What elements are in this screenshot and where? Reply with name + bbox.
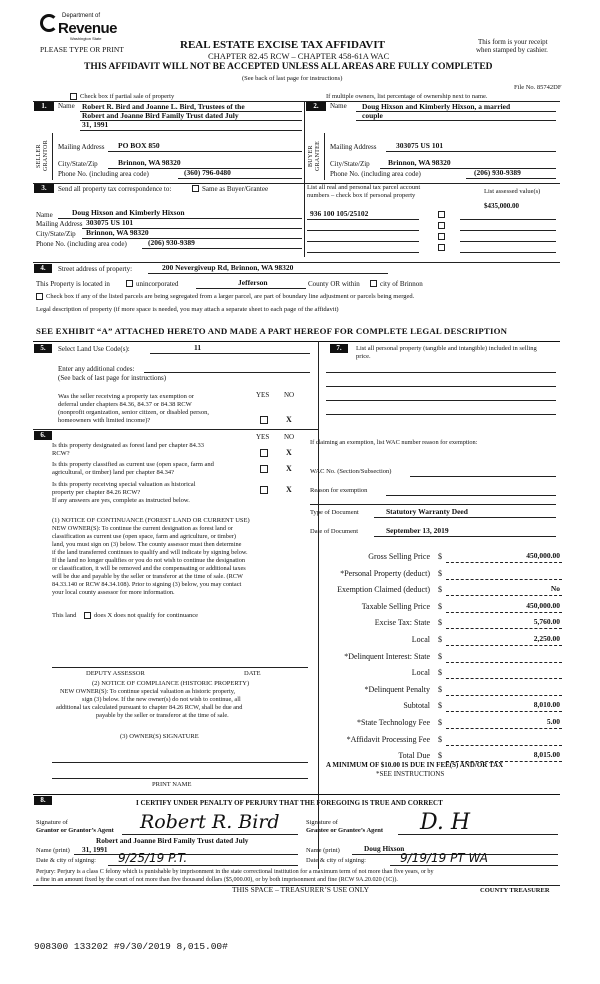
- logo-swoosh-icon: [40, 14, 58, 32]
- buyer-name-line-2: couple: [362, 111, 383, 120]
- rule: [460, 241, 556, 242]
- tax-row-label: *Personal Property (deduct): [340, 568, 430, 578]
- rule: [318, 341, 319, 869]
- notice1-line-9: your local county assessor for more information.: [52, 589, 175, 596]
- section-1-number: 1.: [34, 102, 54, 111]
- tax-row-value: 450,000.00: [526, 551, 560, 560]
- rule: [178, 178, 302, 179]
- tax-row-value: 450,000.00: [526, 600, 560, 610]
- additional-codes-note: (See back of last page for instructions): [58, 374, 167, 382]
- tax-row-dollar: $: [438, 618, 442, 628]
- rule: [326, 386, 556, 387]
- rule: [80, 111, 302, 112]
- tax-row-label: Gross Selling Price: [368, 552, 430, 561]
- rule: [33, 262, 560, 263]
- corr-mailing: 303075 US 101: [86, 218, 134, 227]
- seller-name-line-2: Robert and Joanne Bird Family Trust dated July: [82, 111, 239, 120]
- rule: [310, 504, 556, 505]
- city-of-label: city of Brinnon: [380, 280, 423, 288]
- personal-prop-2: price.: [356, 353, 371, 360]
- tax-row-value: 5,760.00: [533, 617, 560, 627]
- grantee-signature: D. H: [420, 810, 471, 835]
- rule: [108, 865, 298, 866]
- does-not-qualify-label: does X does not qualify for continuance: [94, 612, 198, 619]
- logo-dept-text: Department of: [62, 13, 101, 19]
- rule: [326, 414, 556, 415]
- rule: [380, 168, 556, 169]
- notice2-line-1: NEW OWNER(S): To continue special valuation as historic property,: [60, 688, 236, 695]
- buyer-city-label: City/State/Zip: [330, 160, 370, 168]
- unincorporated-checkbox[interactable]: [126, 280, 133, 287]
- exempt-q-3: (nonprofit organization, senior citizen, or disabled person,: [58, 409, 209, 416]
- rule: [460, 219, 556, 220]
- exempt-no-mark[interactable]: X: [286, 415, 292, 424]
- rule: [398, 834, 558, 835]
- tax-row-dollar: $: [438, 684, 442, 694]
- tax-row-value: 8,010.00: [533, 700, 560, 710]
- historic-q-3: If any answers are yes, complete as instructed below.: [52, 497, 190, 504]
- historic-no-mark[interactable]: X: [286, 485, 292, 494]
- grantor-name-label: Name (print): [36, 847, 70, 854]
- cashier-stamp: 908300 133202 #9/30/2019 8,015.00#: [34, 941, 228, 952]
- grantee-date-city: 9/19/19 PT WA: [400, 851, 488, 865]
- rule: [386, 495, 556, 496]
- tax-row-value: 2,250.00: [533, 634, 560, 643]
- rule: [307, 241, 419, 242]
- county-or-label: County OR within: [308, 280, 360, 288]
- current-use-q-1: Is this property classified as current use (open space, farm and: [52, 461, 214, 468]
- treasurer-space: THIS SPACE – TREASURER’S USE ONLY: [232, 885, 369, 894]
- tax-row-dollar: $: [438, 552, 442, 561]
- corr-name: Doug Hixson and Kimberly Hixson: [72, 208, 185, 217]
- forest-no-mark[interactable]: X: [286, 448, 292, 457]
- grantee-date-label: Date & city of signing:: [306, 857, 366, 864]
- tax-row-dollar: $: [438, 751, 442, 761]
- rule: [386, 151, 556, 152]
- rule: [33, 429, 318, 430]
- tax-row-dollar: $: [438, 601, 442, 611]
- rule: [122, 834, 298, 835]
- tax-row-line: [446, 711, 562, 712]
- rule: [356, 120, 556, 121]
- see-back-note: (See back of last page for instructions): [242, 75, 343, 82]
- located-prefix: This Property is located in: [36, 280, 110, 288]
- tax-row-dollar: $: [438, 734, 442, 744]
- tax-row-value: No: [550, 584, 560, 594]
- buyer-phone: (206) 930-9389: [474, 168, 521, 177]
- rule: [466, 178, 556, 179]
- tax-row-dollar: $: [438, 585, 442, 595]
- tax-row-dollar: $: [438, 568, 442, 578]
- doc-date-label: Date of Document: [310, 528, 359, 535]
- claim-exemption-label: If claiming an exemption, list WAC number reason for exemption:: [310, 439, 478, 446]
- rule: [142, 248, 302, 249]
- parcel-checkbox-4[interactable]: [438, 244, 445, 251]
- multiple-owners-note: If multiple owners, list percentage of ownership next to name.: [326, 93, 488, 100]
- tax-row-line: [446, 678, 562, 679]
- tax-row-label: *State Technology Fee: [356, 718, 430, 727]
- certify-statement: I CERTIFY UNDER PENALTY OF PERJURY THAT THE FOREGOING IS TRUE AND CORRECT: [136, 799, 443, 807]
- receipt-note-2: when stamped by cashier.: [476, 46, 548, 54]
- seller-name-line-1: Robert R. Bird and Joanne L. Bird, Trustees of the: [82, 102, 245, 111]
- rule: [33, 794, 560, 795]
- does-qualify-checkbox[interactable]: [84, 612, 91, 619]
- file-number: File No. 85742DF: [514, 84, 562, 91]
- seller-city: Brinnon, WA 98320: [118, 158, 181, 167]
- rule: [304, 101, 305, 183]
- notice1-title: (1) NOTICE OF CONTINUANCE (FOREST LAND OR CURRENT USE): [52, 517, 250, 524]
- within-city-checkbox[interactable]: [370, 280, 377, 287]
- grantor-print-name-2: 31, 1991: [82, 845, 108, 854]
- tax-row-label: Local: [411, 635, 430, 644]
- please-type: PLEASE TYPE OR PRINT: [40, 45, 124, 54]
- rule: [52, 133, 53, 180]
- send-correspondence-label: Send all property tax correspondence to:: [58, 185, 172, 193]
- deputy-assessor-label: DEPUTY ASSESSOR: [86, 670, 145, 677]
- same-as-buyer-label: Same as Buyer/Grantee: [202, 185, 269, 193]
- rule: [80, 120, 302, 121]
- notice2-line-2: sign (3) below. If the new owner(s) do not wish to continue, all: [82, 696, 241, 703]
- grantee-print-name: Doug Hixson: [364, 844, 405, 853]
- additional-codes-label: Enter any additional codes:: [58, 365, 135, 373]
- land-use-label: Select Land Use Code(s):: [58, 345, 130, 353]
- rule: [52, 762, 308, 763]
- rule: [33, 341, 560, 342]
- buyer-name-label: Name: [330, 102, 347, 110]
- tax-row-value: 8,015.00: [533, 750, 560, 760]
- section5-no-header: NO: [284, 391, 295, 399]
- tax-row-label: Taxable Selling Price: [361, 601, 430, 611]
- current-use-yes-checkbox[interactable]: [260, 465, 268, 473]
- notice1-line-3: land, you must sign on (3) below. The county assessor must then determine: [52, 541, 242, 548]
- buyer-mailing-label: Mailing Address: [330, 143, 377, 151]
- current-use-no-mark[interactable]: X: [286, 464, 292, 473]
- notice2-line-3: additional tax calculated pursuant to chapter 84.26 RCW, shall be due and: [56, 704, 243, 711]
- parcel-header-2: numbers – check box if personal property: [307, 192, 416, 199]
- tax-row-line: [446, 562, 562, 563]
- tax-row-line: [446, 645, 562, 646]
- form-warning: THIS AFFIDAVIT WILL NOT BE ACCEPTED UNLESS ALL AREAS ARE FULLY COMPLETED: [84, 62, 493, 72]
- partial-sale-label: Check box if partial sale of property: [80, 93, 175, 100]
- corr-phone: (206) 930-9389: [148, 238, 195, 247]
- forest-q-1: Is this property designated as forest land per chapter 84.33: [52, 442, 204, 449]
- parcel-number: 936 100 105/25102: [310, 209, 369, 218]
- section-5-number: 5.: [34, 344, 52, 353]
- rule: [356, 111, 556, 112]
- grantor-sig-label-2: Grantor or Grantor’s Agent: [36, 827, 114, 834]
- rule: [324, 133, 325, 180]
- exempt-q-4: homeowners with limited income)?: [58, 417, 151, 424]
- notice1-line-2: classification as current use (open space, farm and agriculture, or timber): [52, 533, 236, 540]
- seller-name-line-3: 31, 1991: [82, 120, 109, 129]
- section6-yes-header: YES: [256, 433, 270, 441]
- street-label: Street address of property:: [58, 265, 133, 273]
- rule: [307, 219, 419, 220]
- logo-state-text: Washington State: [70, 36, 102, 41]
- tax-row-line: [446, 612, 562, 613]
- grantor-sig-label-1: Signature of: [36, 819, 68, 826]
- grantor-date-label: Date & city of signing:: [36, 857, 96, 864]
- assessor-date-label: DATE: [244, 670, 261, 677]
- forest-q-2: RCW?: [52, 450, 70, 457]
- rule: [148, 273, 388, 274]
- assessed-header: List assessed value(s): [484, 188, 541, 195]
- rule: [410, 476, 556, 477]
- corr-city: Brinnon, WA 98320: [86, 228, 149, 237]
- tax-row-label: Excise Tax: State: [374, 618, 430, 628]
- section-7-number: 7.: [330, 344, 348, 353]
- rule: [196, 288, 306, 289]
- rule: [304, 183, 305, 257]
- tax-row-dollar: $: [438, 718, 442, 727]
- tax-row-label: *Affidavit Processing Fee: [346, 734, 430, 744]
- tax-row-label: Subtotal: [403, 701, 430, 711]
- rule: [108, 151, 302, 152]
- reason-label: Reason for exemption: [310, 487, 368, 494]
- rule: [460, 230, 556, 231]
- rule: [33, 183, 560, 184]
- historic-q-1: Is this property receiving special valuation as historical: [52, 481, 196, 488]
- segregated-checkbox[interactable]: [36, 293, 43, 300]
- county-value: Jefferson: [238, 278, 268, 287]
- exempt-yes-checkbox[interactable]: [260, 416, 268, 424]
- corr-name-label: Name: [36, 211, 53, 219]
- assessed-value: $435,000.00: [484, 202, 519, 210]
- doc-type-value: Statutory Warranty Deed: [386, 507, 468, 516]
- grantor-print-name-1: Robert and Joanne Bird Family Trust dated July: [96, 836, 249, 845]
- grantor-signature: Robert R. Bird: [140, 811, 280, 833]
- exempt-q-2: deferral under chapters 84.36, 84.37 or 84.38 RCW: [58, 401, 192, 408]
- owners-signature-label: (3) OWNER(S) SIGNATURE: [120, 733, 199, 740]
- unincorporated-label: unincorporated: [136, 280, 179, 288]
- rule: [144, 372, 310, 373]
- tax-row-dollar: $: [438, 668, 442, 678]
- this-land-label: This land: [52, 612, 77, 619]
- land-use-code: 11: [194, 343, 202, 352]
- rule: [80, 130, 302, 131]
- buyer-side-label: BUYER GRANTEE: [308, 140, 321, 172]
- seller-side-label: SELLER GRANTOR: [36, 140, 49, 172]
- buyer-mailing: 303075 US 101: [396, 141, 444, 150]
- tax-row-line: [446, 695, 562, 696]
- tax-row-line: [446, 728, 562, 729]
- wac-label: WAC No. (Section/Subsection): [310, 468, 392, 475]
- seller-name-label: Name: [58, 102, 75, 110]
- same-as-buyer-checkbox[interactable]: [192, 185, 199, 192]
- doc-date-value: September 13, 2019: [386, 526, 449, 535]
- parcel-header-1: List all real and personal tax parcel account: [307, 184, 421, 191]
- grantee-sig-label-1: Signature of: [306, 819, 338, 826]
- tax-row-dollar: $: [438, 651, 442, 661]
- partial-sale-checkbox[interactable]: [70, 93, 77, 100]
- notice1-line-7: will be due and payable by the seller or transferor at the time of sale. (RCW: [52, 573, 243, 580]
- form-title: REAL ESTATE EXCISE TAX AFFIDAVIT: [180, 39, 385, 51]
- corr-phone-label: Phone No. (including area code): [36, 240, 127, 248]
- section6-no-header: NO: [284, 433, 295, 441]
- rule: [150, 353, 310, 354]
- segregated-label: Check box if any of the listed parcels are being segregated from a larger parcel, are part of boundary line adjustment or parcels being merged.: [46, 293, 415, 300]
- historic-yes-checkbox[interactable]: [260, 486, 268, 494]
- seller-mailing: PO BOX 850: [118, 141, 160, 150]
- corr-mailing-label: Mailing Address: [36, 220, 83, 228]
- receipt-note-1: This form is your receipt: [478, 38, 548, 46]
- rule: [52, 667, 308, 668]
- seller-phone: (360) 796-0480: [184, 168, 231, 177]
- notice1-line-6: or classification, it will be removed and the compensating or additional taxes: [52, 565, 246, 572]
- tax-row-label: Local: [411, 668, 430, 678]
- seller-mailing-label: Mailing Address: [58, 143, 105, 151]
- tax-row-value: 5.00: [546, 717, 560, 726]
- parcel-checkbox-3[interactable]: [438, 233, 445, 240]
- notice2-title: (2) NOTICE OF COMPLIANCE (HISTORIC PROPERTY): [92, 680, 250, 687]
- tax-row-label: Exemption Claimed (deduct): [337, 585, 430, 595]
- section5-yes-header: YES: [256, 391, 270, 399]
- rule: [307, 230, 419, 231]
- historic-q-2: property per chapter 84.26 RCW?: [52, 489, 141, 496]
- tax-row-line: [446, 628, 562, 629]
- legal-desc-label: Legal description of property (if more space is needed, you may attach a separate sheet to each page of the affidavit): [36, 306, 339, 313]
- notice2-line-4: payable by the seller or transferor at the time of sale.: [96, 712, 229, 719]
- buyer-city: Brinnon, WA 98320: [388, 158, 451, 167]
- current-use-q-2: agricultural, or timber) land per chapter 84.34?: [52, 469, 175, 476]
- rule: [307, 252, 419, 253]
- notice1-line-4: if the land transferred continues to qualify and will indicate by signing below.: [52, 549, 248, 556]
- minimum-note: A MINIMUM OF $10.00 IS DUE IN FEE(S) AND/OR TAX: [326, 761, 504, 769]
- tax-row-dollar: $: [438, 701, 442, 711]
- buyer-name-line-1: Doug Hixson and Kimberly Hixson, a married: [362, 102, 511, 111]
- parcel-checkbox-2[interactable]: [438, 222, 445, 229]
- rule: [326, 400, 556, 401]
- seller-city-label: City/State/Zip: [58, 160, 98, 168]
- parcel-checkbox-1[interactable]: [438, 211, 445, 218]
- buyer-phone-label: Phone No. (including area code): [330, 170, 421, 178]
- grantee-name-label: Name (print): [306, 847, 340, 854]
- perjury-line-1: Perjury: Perjury is a class C felony which is punishable by imprisonment in the state correctional institution for a maximum term of not more than five years, or by: [36, 869, 434, 875]
- section-4-number: 4.: [34, 264, 52, 273]
- corr-city-label: City/State/Zip: [36, 230, 76, 238]
- street-address: 200 Nevergiveup Rd, Brinnon, WA 98320: [162, 263, 294, 272]
- tax-row-line: [446, 662, 562, 663]
- tax-row-label: Total Due: [398, 751, 430, 761]
- grantor-date-city: 9/25/19 P.T.: [118, 851, 188, 865]
- print-name-label: PRINT NAME: [152, 781, 192, 788]
- see-instructions: *SEE INSTRUCTIONS: [376, 770, 445, 778]
- rule: [374, 517, 556, 518]
- logo-name-text: Revenue: [58, 20, 118, 37]
- tax-row-label: *Delinquent Interest: State: [344, 651, 430, 661]
- perjury-line-2: a fine in an amount fixed by the court of not more than five thousand dollars ($5,000.00), or by both imprisonment and fine (RCW 9A.20.020 (1C)).: [36, 877, 398, 883]
- section-6-number: 6.: [34, 431, 52, 440]
- tax-row-label: *Delinquent Penalty: [364, 684, 430, 694]
- tax-row-line: [446, 745, 562, 746]
- county-treasurer: COUNTY TREASURER: [480, 887, 550, 894]
- notice1-line-5: If the land no longer qualifies or you do not wish to continue the designation: [52, 557, 246, 564]
- exempt-q-1: Was the seller receiving a property tax exemption or: [58, 393, 194, 400]
- rule: [390, 865, 558, 866]
- grantee-sig-label-2: Grantee or Grantee’s Agent: [306, 827, 384, 834]
- rule: [326, 372, 556, 373]
- tax-row-line: [446, 595, 562, 596]
- rule: [52, 778, 308, 779]
- rule: [460, 252, 556, 253]
- forest-yes-checkbox[interactable]: [260, 449, 268, 457]
- section-2-number: 2.: [306, 102, 326, 111]
- seller-phone-label: Phone No. (including area code): [58, 170, 149, 178]
- notice1-line-1: NEW OWNER(S): To continue the current designation as forest land or: [52, 525, 233, 532]
- tax-row-line: [446, 579, 562, 580]
- doc-type-label: Type of Document: [310, 509, 359, 516]
- form-subtitle: CHAPTER 82.45 RCW – CHAPTER 458-61A WAC: [208, 51, 390, 61]
- dor-logo: [40, 10, 118, 44]
- section-8-number: 8.: [34, 796, 52, 805]
- exhibit-statement: SEE EXHIBIT “A” ATTACHED HERETO AND MADE A PART HEREOF FOR COMPLETE LEGAL DESCRIPTION: [36, 326, 508, 336]
- rule: [374, 536, 556, 537]
- section-3-number: 3.: [34, 184, 54, 193]
- personal-prop-1: List all personal property (tangible and intangible) included in selling: [356, 345, 537, 352]
- notice1-line-8: 84.33.140 or RCW 84.34.108). Prior to signing (3) below, you may contact: [52, 581, 242, 588]
- tax-row-dollar: $: [438, 635, 442, 644]
